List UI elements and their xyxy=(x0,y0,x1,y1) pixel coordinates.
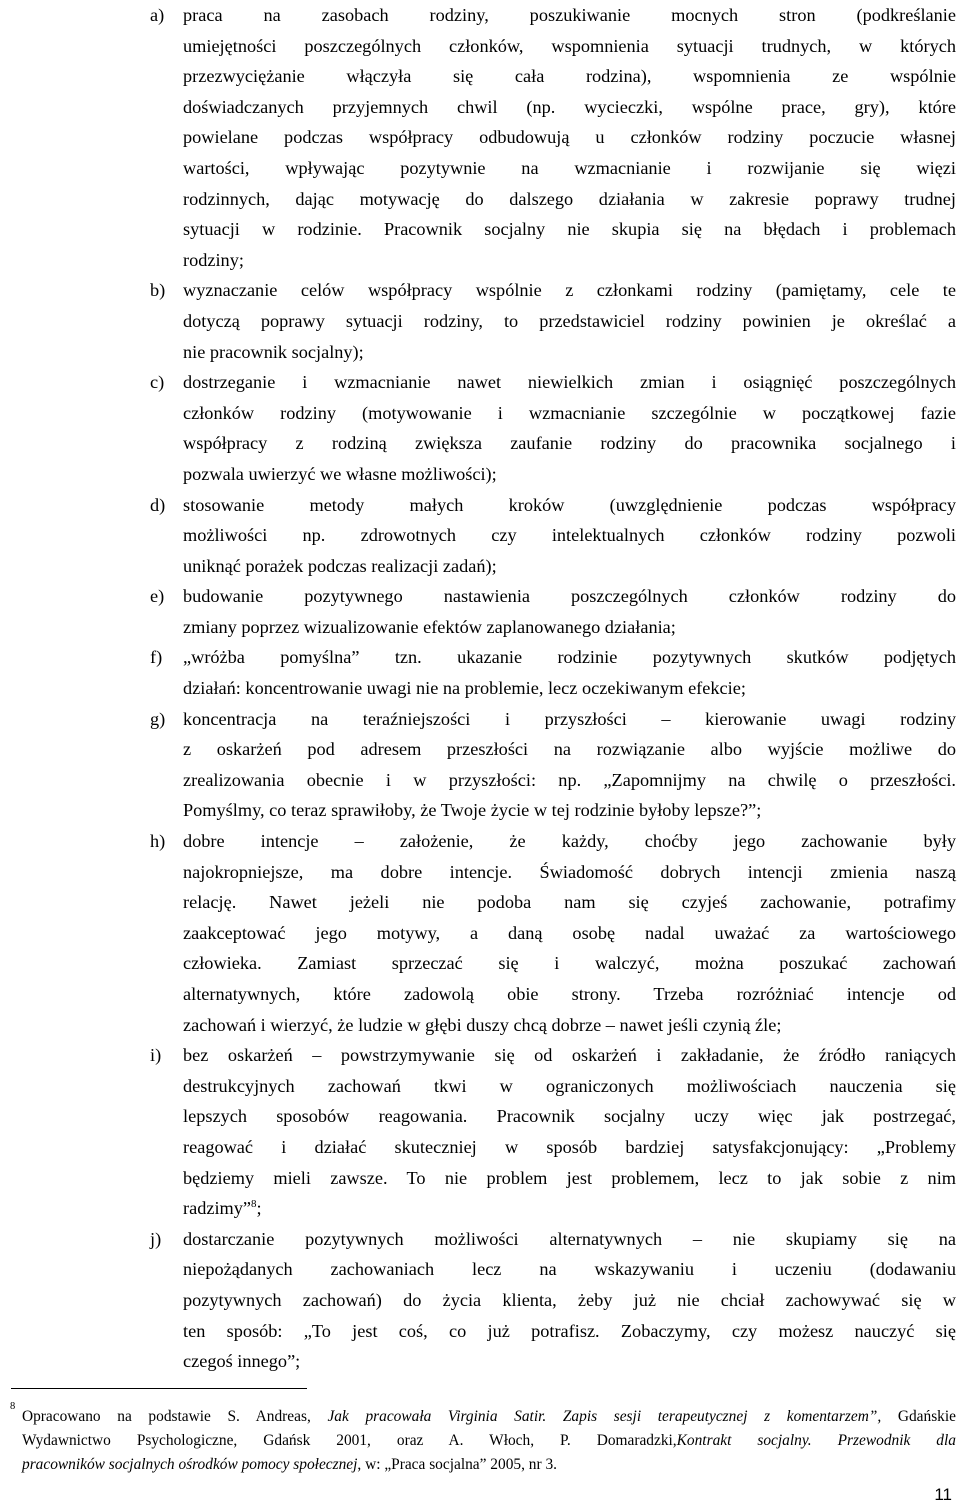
line-text: będziemy mieli zawsze. To nie problem jest problemem, lecz to jak sobie z nim xyxy=(183,1167,956,1188)
line-text: człowieka. Zamiast sprzeczać się i walczyć, można poszukać zachowań xyxy=(183,953,956,974)
line-text: z oskarżeń pod adresem przeszłości na rozwiązanie albo wyjście możliwe do xyxy=(183,739,956,760)
line-text: doświadczanych przyjemnych chwil (np. wycieczki, wspólne prace, gry), które xyxy=(183,96,956,117)
list-item xyxy=(150,1040,956,1224)
text-line xyxy=(183,490,956,521)
line-text: przezwyciężanie włączyła się cała rodzina), wspomnienia ze wspólnie xyxy=(183,66,956,87)
text-line xyxy=(183,92,956,123)
footnote-title: pracowników socjalnych ośrodków pomocy społecznej xyxy=(22,1456,358,1473)
text-line xyxy=(183,551,956,582)
text-line xyxy=(183,979,956,1010)
text-line xyxy=(183,1285,956,1316)
text-line xyxy=(183,1071,956,1102)
line-text: uniknąć porażek podczas realizacji zadań); xyxy=(183,555,497,576)
text-line xyxy=(183,765,956,796)
list-marker: j) xyxy=(150,1228,162,1249)
line-text: dostrzeganie i wzmacnianie nawet niewielkich zmian i osiągnięć poszczególnych xyxy=(183,372,956,393)
text-line xyxy=(183,1101,956,1132)
line-text: lepszych sposobów reagowania. Pracownik socjalny uczy więc jak postrzegać, xyxy=(183,1106,956,1127)
text-line xyxy=(183,153,956,184)
line-text: powielane podczas współpracy odbudowują u członków rodziny poczucie własnej xyxy=(183,127,956,148)
text-line xyxy=(183,306,956,337)
line-text: zmiany poprzez wizualizowanie efektów zaplanowanego działania; xyxy=(183,616,676,637)
line-text: „wróżba pomyślna” tzn. ukazanie rodzinie pozytywnych skutków podjętych xyxy=(183,647,956,668)
line-text: zrealizowania obecnie i w przyszłości: np. „Zapomnijmy na chwilę o przeszłości. xyxy=(183,769,956,790)
text-line xyxy=(183,704,956,735)
line-text: umiejętności poszczególnych członków, wspomnienia sytuacji trudnych, w których xyxy=(183,35,956,56)
line-text: wartości, wpływając pozytywnie na wzmacnianie i rozwijanie się więzi xyxy=(183,157,956,178)
footnote-title: Jak pracowała Virginia Satir. Zapis sesji terapeutycznej z komentarzem”, xyxy=(327,1408,882,1425)
text-line xyxy=(183,459,956,490)
footnote-text: Wydawnictwo Psychologiczne, Gdańsk 2001, oraz A. Włoch, P. Domaradzki, xyxy=(22,1432,677,1449)
line-text: relację. Nawet jeżeli nie podoba nam się czyjeś zachowanie, potrafimy xyxy=(183,892,956,913)
text-line xyxy=(183,214,956,245)
line-text: pozytywnych zachowań) do życia klienta, żeby już nie chciał zachowywać się w xyxy=(183,1289,956,1310)
line-text: budowanie pozytywnego nastawienia poszczególnych członków rodziny do xyxy=(183,586,956,607)
line-text: zaakceptować jego motywy, a daną osobę nadal uważać za wartościowego xyxy=(183,922,956,943)
line-text: rodzinnych, dając motywację do dalszego działania w zakresie poprawy trudnej xyxy=(183,188,956,209)
list-item xyxy=(150,826,956,1040)
list-item xyxy=(150,490,956,582)
list-marker: f) xyxy=(150,647,163,668)
text-line xyxy=(183,734,956,765)
line-text: najokropniejsze, ma dobre intencje. Świadomość dobrych intencji zmienia naszą xyxy=(183,861,956,882)
text-line xyxy=(183,642,956,673)
line-text: dobre intencje – założenie, że każdy, choćby jego zachowanie były xyxy=(183,831,956,852)
text-line xyxy=(183,948,956,979)
list-marker: h) xyxy=(150,831,166,852)
list-item xyxy=(150,367,956,489)
line-text: czegoś innego”; xyxy=(183,1351,301,1372)
list-item xyxy=(150,0,956,275)
line-text: destrukcyjnych zachowań tkwi w ograniczonych możliwościach nauczenia się xyxy=(183,1075,956,1096)
text-line xyxy=(183,398,956,429)
line-text: ; xyxy=(256,1198,262,1219)
text-line xyxy=(183,1193,956,1224)
footnote-text: Opracowano na podstawie S. Andreas, xyxy=(22,1408,328,1425)
text-line xyxy=(183,918,956,949)
text-line xyxy=(183,673,956,704)
line-text: zachowań i wierzyć, że ludzie w głębi duszy chcą dobrze – nawet jeśli czynią źle; xyxy=(183,1014,782,1035)
text-line xyxy=(183,1316,956,1347)
text-line xyxy=(183,520,956,551)
list-item xyxy=(150,275,956,367)
text-line xyxy=(183,612,956,643)
line-text: Pomyślmy, co teraz sprawiłoby, że Twoje życie w tej rodzinie byłoby lepsze?”; xyxy=(183,800,762,821)
text-line xyxy=(183,795,956,826)
footnote-text: , w: „Praca socjalna” 2005, nr 3. xyxy=(357,1456,557,1473)
list-marker: a) xyxy=(150,5,165,25)
text-line xyxy=(183,31,956,62)
text-line xyxy=(183,1010,956,1041)
list-item xyxy=(150,581,956,642)
text-line xyxy=(183,61,956,92)
text-line xyxy=(183,367,956,398)
footnote-number: 8 xyxy=(10,1401,16,1412)
line-text: praca na zasobach rodziny, poszukiwanie mocnych stron (podkreślanie xyxy=(183,5,956,25)
line-text: radzimy” xyxy=(183,1198,252,1219)
line-text: alternatywnych, które zadowolą obie strony. Trzeba rozróżniać intencje od xyxy=(183,984,956,1004)
line-text: rodziny; xyxy=(183,249,244,270)
footnote-line xyxy=(22,1429,956,1453)
line-text: członków rodziny (motywowanie i wzmacnianie szczególnie w początkowej fazie xyxy=(183,402,956,423)
text-line xyxy=(183,1040,956,1071)
line-text: niepożądanych zachowaniach lecz na wskazywaniu i uczeniu (dodawaniu xyxy=(183,1259,956,1280)
list-marker: i) xyxy=(150,1045,162,1066)
text-line xyxy=(183,428,956,459)
line-text: współpracy z rodziną zwiększa zaufanie rodziny do pracownika socjalnego i xyxy=(183,433,956,454)
text-line xyxy=(183,1132,956,1163)
page-number: 11 xyxy=(934,1485,952,1504)
footnote-reference: 8 xyxy=(251,1198,257,1211)
footnote xyxy=(10,1401,956,1477)
line-text: reagować i działać skuteczniej w sposób bardziej satysfakcjonujący: „Problemy xyxy=(183,1136,956,1157)
text-line xyxy=(183,857,956,888)
line-text: bez oskarżeń – powstrzymywanie się od oskarżeń i zakładanie, że źródło raniących xyxy=(183,1045,956,1066)
line-text: wyznaczanie celów współpracy wspólnie z członkami rodziny (pamiętamy, cele te xyxy=(183,280,956,301)
line-text: koncentracja na teraźniejszości i przyszłości – kierowanie uwagi rodziny xyxy=(183,708,956,729)
line-text: stosowanie metody małych kroków (uwzględnienie podczas współpracy xyxy=(183,494,956,515)
text-line xyxy=(183,826,956,857)
list-marker: d) xyxy=(150,494,166,515)
text-line xyxy=(183,0,956,31)
list-marker: b) xyxy=(150,280,166,301)
footnote-text: Gdańskie xyxy=(881,1408,956,1425)
line-text: pozwala uwierzyć we własne możliwości); xyxy=(183,463,497,484)
line-text: nie pracownik socjalny); xyxy=(183,341,364,362)
text-line xyxy=(183,1254,956,1285)
list-item xyxy=(150,704,956,826)
list-item xyxy=(150,642,956,703)
line-text: możliwości np. zdrowotnych czy intelektualnych członków rodziny pozwoli xyxy=(183,525,956,546)
footnote-separator xyxy=(11,1388,307,1389)
list-marker: e) xyxy=(150,586,165,607)
list-marker: g) xyxy=(150,708,166,729)
text-line xyxy=(183,184,956,215)
text-line xyxy=(183,1163,956,1194)
text-line xyxy=(183,581,956,612)
footnote-title: Kontrakt socjalny. Przewodnik dla xyxy=(676,1432,956,1449)
footnote-line xyxy=(22,1405,956,1429)
list-item xyxy=(150,1224,956,1377)
list-marker: c) xyxy=(150,372,165,393)
text-line xyxy=(183,245,956,276)
text-line xyxy=(183,337,956,368)
text-line xyxy=(183,1224,956,1255)
line-text: sytuacji w rodzinie. Pracownik socjalny nie skupia się na błędach i problemach xyxy=(183,219,956,240)
line-text: dostarczanie pozytywnych możliwości alternatywnych – nie skupiamy się na xyxy=(183,1228,956,1249)
text-line xyxy=(183,275,956,306)
footnote-line xyxy=(22,1453,956,1477)
text-line xyxy=(183,1346,956,1377)
text-line xyxy=(183,122,956,153)
line-text: działań: koncentrowanie uwagi nie na problemie, lecz oczekiwanym efekcie; xyxy=(183,678,746,699)
enumerated-list xyxy=(150,0,956,1377)
line-text: dotyczą poprawy sytuacji rodziny, to przedstawiciel rodziny powinien je określać a xyxy=(183,310,956,331)
line-text: ten sposób: „To jest coś, co już potrafisz. Zobaczymy, czy możesz nauczyć się xyxy=(183,1320,956,1341)
text-line xyxy=(183,887,956,918)
